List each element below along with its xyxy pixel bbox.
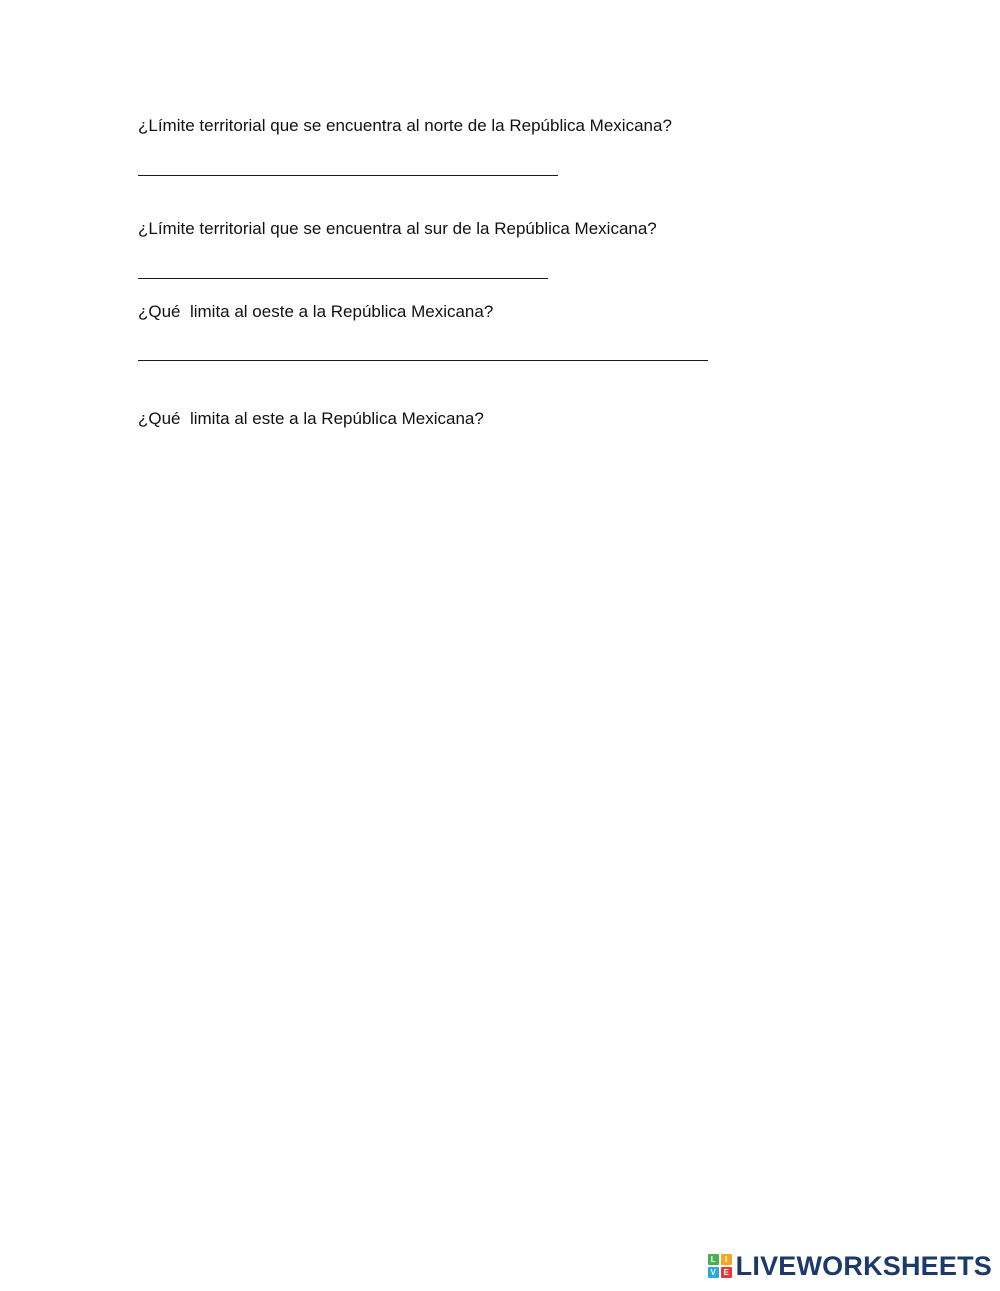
answer-3-line — [138, 360, 708, 361]
logo-block-l: L — [708, 1254, 719, 1265]
logo-blocks-icon — [708, 1254, 732, 1278]
question-2: ¿Límite territorial que se encuentra al sur de la República Mexicana? — [138, 219, 657, 238]
question-1: ¿Límite territorial que se encuentra al norte de la República Mexicana? — [138, 116, 672, 135]
question-3: ¿Qué limita al oeste a la República Mexicana? — [138, 302, 494, 321]
answer-4-input[interactable] — [138, 440, 712, 466]
answer-3-input[interactable] — [138, 333, 712, 359]
logo-block-e: E — [721, 1267, 732, 1278]
question-4: ¿Qué limita al este a la República Mexicana? — [138, 409, 484, 428]
answer-2-line — [138, 278, 548, 279]
answer-2-input[interactable] — [138, 251, 552, 277]
logo-text: LIVEWORKSHEETS — [735, 1251, 992, 1281]
answer-1-line — [138, 175, 558, 176]
answer-1-input[interactable] — [138, 148, 562, 174]
liveworksheets-logo — [708, 1251, 992, 1281]
logo-block-i: I — [721, 1254, 732, 1265]
logo-block-v: V — [708, 1267, 719, 1278]
